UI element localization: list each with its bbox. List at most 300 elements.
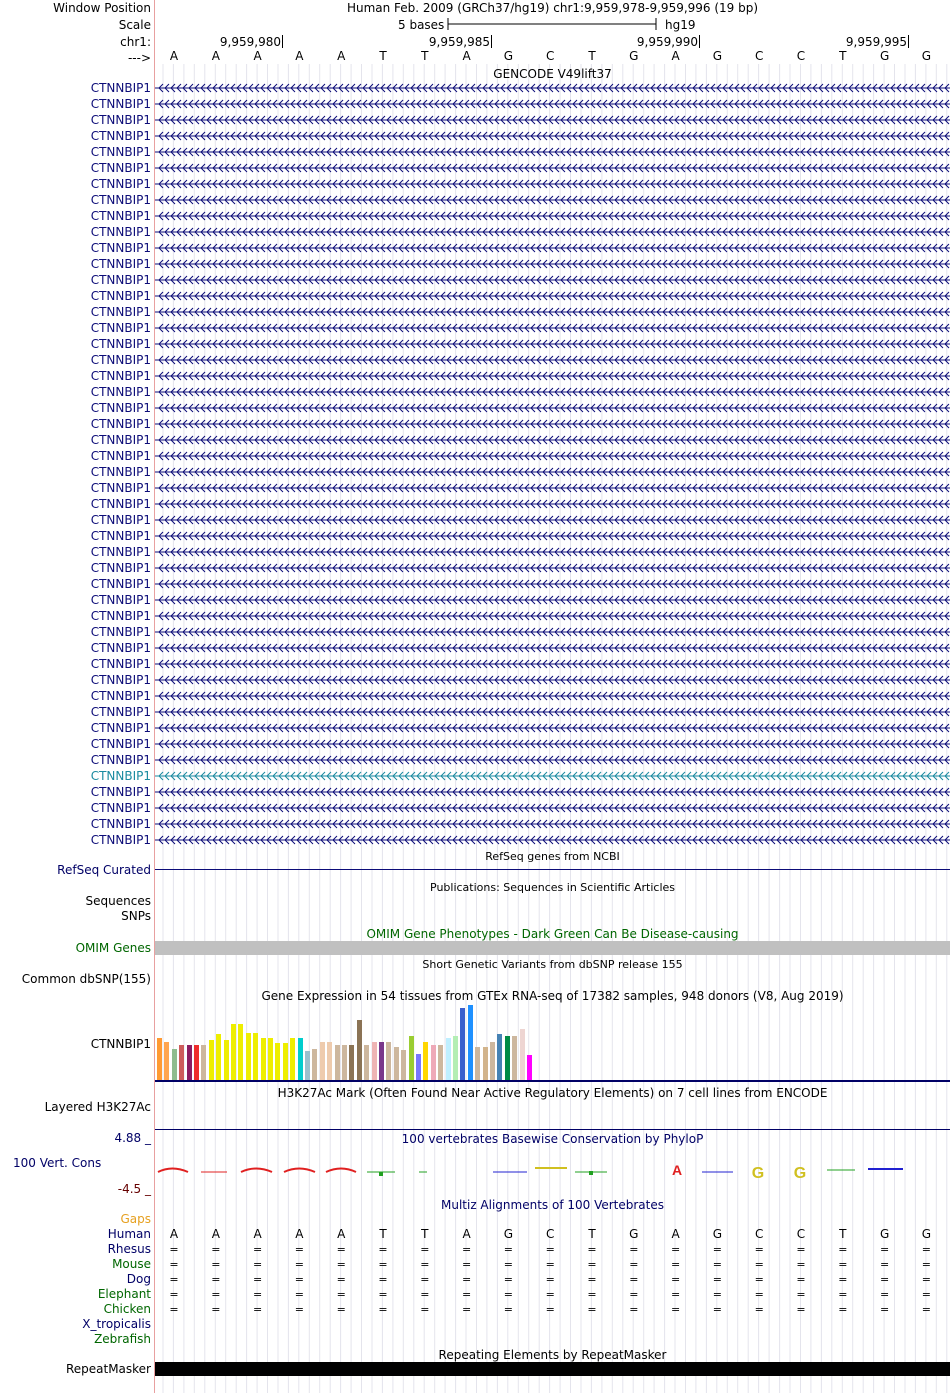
sequence-base: C [545,49,555,63]
alignment-match: = [754,1258,764,1271]
gtex-tissue-bar[interactable] [157,1038,162,1080]
gtex-tissue-bar[interactable] [298,1038,303,1080]
refseq-gene-line[interactable] [155,869,950,870]
gtex-tissue-bar[interactable] [246,1033,251,1080]
alignment-match: = [294,1273,304,1286]
alignment-match: = [754,1273,764,1286]
alignment-match: = [629,1288,639,1301]
sequence-base: A [671,49,680,63]
gtex-tissue-bar[interactable] [527,1055,532,1080]
alignment-match: = [712,1288,722,1301]
gene-transcript-row[interactable] [155,80,950,96]
alignment-match: = [420,1303,430,1316]
assembly-position: Human Feb. 2009 (GRCh37/hg19) chr1:9,959,978-9,959,996 (19 bp) [346,1,759,15]
gtex-tissue-bar[interactable] [475,1047,480,1080]
alignment-match: = [545,1288,555,1301]
alignment-match: = [796,1303,806,1316]
gene-transcript-row[interactable] [155,496,950,512]
gene-name-label[interactable]: CTNNBIP1 [90,721,151,735]
gtex-bar-chart[interactable] [155,1000,950,1080]
gene-name-label[interactable]: CTNNBIP1 [90,529,151,543]
alignment-match: = [629,1303,639,1316]
alignment-match: = [796,1273,806,1286]
alignment-match: = [796,1243,806,1256]
alignment-match: = [211,1243,221,1256]
gtex-tissue-bar[interactable] [305,1051,310,1080]
gene-name-label[interactable]: CTNNBIP1 [90,609,151,623]
gene-name-label[interactable]: CTNNBIP1 [90,113,151,127]
species-label[interactable]: Chicken [103,1302,151,1316]
gtex-tissue-bar[interactable] [275,1043,280,1080]
alignment-match: = [420,1288,430,1301]
alignment-match: = [796,1258,806,1271]
alignment-match: = [461,1258,472,1271]
gene-transcript-row[interactable] [155,224,950,240]
gencode-title: GENCODE V49lift37 [493,67,612,81]
species-label[interactable]: X_tropicalis [82,1317,151,1331]
alignment-match: = [169,1243,179,1256]
gene-name-label[interactable]: CTNNBIP1 [90,449,151,463]
sequence-base: C [796,49,806,63]
gtex-tissue-bar[interactable] [342,1045,347,1080]
gene-transcript-row[interactable] [155,784,950,800]
gene-name-label[interactable]: CTNNBIP1 [90,401,151,415]
coordinate-tick [908,35,909,48]
alignment-base: G [921,1227,932,1241]
sequence-base: C [754,49,764,63]
gtex-tissue-bar[interactable] [512,1036,517,1080]
gene-name-label[interactable]: CTNNBIP1 [90,273,151,287]
gtex-tissue-bar[interactable] [490,1042,495,1080]
gene-name-label[interactable]: CTNNBIP1 [90,337,151,351]
gene-name-label[interactable]: CTNNBIP1 [90,369,151,383]
gene-name-label[interactable]: CTNNBIP1 [90,321,151,335]
gtex-tissue-bar[interactable] [335,1045,340,1080]
gene-transcript-row[interactable] [155,528,950,544]
alignment-match: = [294,1303,304,1316]
alignment-match: = [503,1273,513,1286]
gene-transcript-row[interactable] [155,544,950,560]
repeatmasker-title: Repeating Elements by RepeatMasker [438,1348,667,1362]
scale-text: 5 bases [398,18,445,32]
gene-transcript-row[interactable] [155,720,950,736]
gene-name-label[interactable]: CTNNBIP1 [90,577,151,591]
alignment-match: = [921,1273,931,1286]
gene-transcript-row[interactable] [155,480,950,496]
omim-title: OMIM Gene Phenotypes - Dark Green Can Be Disease-causing [366,927,739,941]
alignment-match: = [378,1288,388,1301]
gene-transcript-row[interactable] [155,272,950,288]
gtex-tissue-bar[interactable] [268,1038,273,1080]
gene-transcript-row[interactable] [155,352,950,368]
alignment-match: = [838,1288,848,1301]
sequence-base: G [712,49,723,63]
alignment-match: = [629,1258,639,1271]
gene-transcript-row[interactable] [155,560,950,576]
gtex-tissue-bar[interactable] [386,1042,391,1080]
gene-transcript-row[interactable] [155,160,950,176]
gene-name-label[interactable]: CTNNBIP1 [90,305,151,319]
gene-name-label[interactable]: CTNNBIP1 [90,433,151,447]
sequence-base: T [588,49,596,63]
gtex-tissue-bar[interactable] [416,1054,421,1080]
alignment-match: = [712,1243,722,1256]
publications-label[interactable]: Sequences [85,894,151,908]
gtex-tissue-bar[interactable] [327,1042,332,1080]
gtex-tissue-bar[interactable] [238,1024,243,1080]
gtex-tissue-bar[interactable] [349,1045,354,1080]
gtex-tissue-bar[interactable] [290,1038,295,1080]
gtex-tissue-bar[interactable] [460,1008,465,1080]
alignment-match: = [420,1243,430,1256]
gtex-tissue-bar[interactable] [320,1042,325,1080]
gene-name-label[interactable]: CTNNBIP1 [90,177,151,191]
gene-name-label[interactable]: CTNNBIP1 [90,753,151,767]
gene-name-label[interactable]: CTNNBIP1 [90,97,151,111]
gene-transcript-row[interactable] [155,288,950,304]
alignment-match: = [921,1243,931,1256]
alignment-match: = [336,1243,346,1256]
sequence-base: G [879,49,890,63]
gene-transcript-row[interactable] [155,608,950,624]
alignment-match: = [336,1273,346,1286]
gtex-tissue-bar[interactable] [312,1049,317,1080]
gene-transcript-row[interactable] [155,704,950,720]
alignment-match: = [294,1258,304,1271]
gene-name-label[interactable]: CTNNBIP1 [90,625,151,639]
gene-name-label[interactable]: CTNNBIP1 [90,193,151,207]
gene-name-label[interactable]: CTNNBIP1 [90,145,151,159]
scale-bar [447,17,659,31]
gene-transcript-row[interactable] [155,832,950,848]
gene-name-label[interactable]: CTNNBIP1 [90,769,151,783]
svg-text:A: A [671,1162,683,1178]
gene-transcript-row[interactable] [155,176,950,192]
alignment-match: = [754,1243,764,1256]
species-label[interactable]: Elephant [97,1287,151,1301]
alignment-match: = [712,1303,722,1316]
alignment-match: = [838,1273,848,1286]
gtex-tissue-bar[interactable] [431,1045,436,1080]
gene-transcript-row[interactable] [155,464,950,480]
alignment-match: = [838,1258,848,1271]
gene-transcript-row[interactable] [155,592,950,608]
dbsnp-title: Short Genetic Variants from dbSNP release 155 [422,958,683,971]
coordinate-tick [699,35,700,48]
gene-transcript-row[interactable] [155,688,950,704]
alignment-match: = [378,1258,388,1271]
multiz-title: Multiz Alignments of 100 Vertebrates [440,1198,665,1212]
alignment-base: G [503,1227,514,1241]
gtex-tissue-bar[interactable] [423,1042,428,1080]
window-position-label: Window Position [53,1,151,15]
alignment-base: C [545,1227,555,1241]
alignment-match: = [879,1243,890,1256]
coordinate-tick-label: 9,959,985 [428,35,490,49]
alignment-match: = [838,1303,848,1316]
alignment-match: = [211,1258,221,1271]
gene-transcript-row[interactable] [155,736,950,752]
gene-transcript-row[interactable] [155,432,950,448]
species-label[interactable]: Dog [126,1272,151,1286]
alignment-match: = [503,1303,513,1316]
gene-transcript-row[interactable] [155,752,950,768]
gtex-tissue-bar[interactable] [283,1043,288,1080]
omim-label[interactable]: OMIM Genes [75,941,151,955]
gene-transcript-row[interactable] [155,400,950,416]
gene-transcript-row[interactable] [155,240,950,256]
refseq-label[interactable]: RefSeq Curated [57,863,151,877]
gtex-tissue-bar[interactable] [261,1038,266,1080]
alignment-match: = [294,1243,304,1256]
gene-transcript-row[interactable] [155,320,950,336]
alignment-match: = [503,1243,513,1256]
refseq-title: RefSeq genes from NCBI [485,850,620,863]
sequence-base: T [379,49,387,63]
gene-name-label[interactable]: CTNNBIP1 [90,241,151,255]
alignment-match: = [921,1303,931,1316]
gtex-tissue-bar[interactable] [209,1040,214,1080]
sequence-base: A [169,49,179,63]
alignment-match: = [879,1303,890,1316]
gtex-tissue-bar[interactable] [394,1047,399,1080]
alignment-match: = [169,1258,179,1271]
gene-transcript-row[interactable] [155,384,950,400]
alignment-match: = [670,1273,681,1286]
gtex-tissue-bar[interactable] [520,1029,525,1080]
alignment-base: A [671,1227,680,1241]
gtex-tissue-bar[interactable] [187,1045,192,1080]
gene-transcript-row[interactable] [155,512,950,528]
species-label[interactable]: Human [107,1227,151,1241]
alignment-match: = [294,1288,304,1301]
gene-transcript-row[interactable] [155,144,950,160]
gene-transcript-row[interactable] [155,448,950,464]
gene-transcript-row[interactable] [155,656,950,672]
alignment-match: = [420,1273,430,1286]
gtex-tissue-bar[interactable] [172,1049,177,1080]
alignment-match: = [336,1288,346,1301]
gtex-tissue-bar[interactable] [438,1045,443,1080]
gene-transcript-row[interactable] [155,768,950,784]
gtex-tissue-bar[interactable] [468,1005,473,1080]
gene-name-label[interactable]: CTNNBIP1 [90,465,151,479]
gene-name-label[interactable]: CTNNBIP1 [90,545,151,559]
gene-name-label[interactable]: CTNNBIP1 [90,689,151,703]
gtex-label[interactable]: CTNNBIP1 [90,1037,151,1051]
gene-transcript-row[interactable] [155,416,950,432]
gene-name-label[interactable]: CTNNBIP1 [90,817,151,831]
alignment-match: = [879,1258,890,1271]
alignment-match: = [252,1258,263,1271]
alignment-match: = [169,1273,179,1286]
gene-transcript-row[interactable] [155,800,950,816]
gene-name-label[interactable]: CTNNBIP1 [90,641,151,655]
gene-transcript-row[interactable] [155,336,950,352]
alignment-match: = [336,1258,346,1271]
gtex-tissue-bar[interactable] [253,1033,258,1080]
gene-name-label[interactable]: CTNNBIP1 [90,737,151,751]
gene-transcript-row[interactable] [155,368,950,384]
gene-transcript-row[interactable] [155,128,950,144]
alignment-base: A [169,1227,179,1241]
gtex-tissue-bar[interactable] [194,1045,199,1080]
gtex-tissue-bar[interactable] [372,1042,377,1080]
alignment-match: = [252,1273,263,1286]
alignment-match: = [461,1288,472,1301]
phylop-max-label: 4.88 _ [114,1131,151,1145]
gtex-tissue-bar[interactable] [164,1042,169,1080]
gtex-tissue-bar[interactable] [357,1020,362,1080]
alignment-match: = [629,1243,639,1256]
alignment-match: = [503,1288,513,1301]
alignment-match: = [378,1303,388,1316]
gene-name-label[interactable]: CTNNBIP1 [90,417,151,431]
coordinate-tick-label: 9,959,980 [219,35,281,49]
alignment-match: = [921,1288,931,1301]
gene-name-label[interactable]: CTNNBIP1 [90,129,151,143]
gene-name-label[interactable]: CTNNBIP1 [90,705,151,719]
alignment-match: = [169,1303,179,1316]
gene-name-label[interactable]: CTNNBIP1 [90,385,151,399]
gene-name-label[interactable]: CTNNBIP1 [90,833,151,847]
gene-transcript-row[interactable] [155,112,950,128]
sequence-base: G [921,49,932,63]
alignment-match: = [712,1273,722,1286]
h3k27ac-label[interactable]: Layered H3K27Ac [44,1100,151,1114]
gtex-tissue-bar[interactable] [505,1036,510,1080]
alignment-match: = [629,1273,639,1286]
alignment-match: = [796,1288,806,1301]
gene-transcript-row[interactable] [155,96,950,112]
alignment-base: T [421,1227,429,1241]
alignment-base: C [754,1227,764,1241]
gene-transcript-row[interactable] [155,672,950,688]
phylop-label[interactable]: 100 Vert. Cons [13,1156,102,1170]
gene-name-label[interactable]: CTNNBIP1 [90,481,151,495]
alignment-match: = [545,1258,555,1271]
gene-name-label[interactable]: CTNNBIP1 [90,257,151,271]
phylop-min-label: -4.5 _ [117,1182,151,1196]
gene-name-label[interactable]: CTNNBIP1 [90,593,151,607]
gene-transcript-row[interactable] [155,816,950,832]
dbsnp-label[interactable]: Common dbSNP(155) [21,972,151,986]
gtex-tissue-bar[interactable] [453,1036,458,1080]
gene-name-label[interactable]: CTNNBIP1 [90,657,151,671]
gtex-tissue-bar[interactable] [497,1034,502,1080]
gene-transcript-row[interactable] [155,304,950,320]
gene-transcript-row[interactable] [155,192,950,208]
alignment-match: = [587,1288,597,1301]
track-labels-column [0,0,154,1393]
alignment-match: = [336,1303,346,1316]
browser-track-area[interactable] [155,0,950,1393]
sequence-base: G [503,49,514,63]
h3k27ac-baseline [155,1129,950,1130]
alignment-match: = [461,1243,472,1256]
gene-name-label[interactable]: CTNNBIP1 [90,289,151,303]
h3k27ac-title: H3K27Ac Mark (Often Found Near Active Regulatory Elements) on 7 cell lines from ENCODE [277,1086,828,1100]
gtex-tissue-bar[interactable] [409,1036,414,1080]
species-label[interactable]: Zebrafish [94,1332,151,1346]
snps-label[interactable]: SNPs [121,909,151,923]
alignment-base: A [337,1227,346,1241]
alignment-base: G [879,1227,890,1241]
gene-name-label[interactable]: CTNNBIP1 [90,209,151,223]
alignment-match: = [545,1303,555,1316]
gene-name-label[interactable]: CTNNBIP1 [90,353,151,367]
gene-name-label[interactable]: CTNNBIP1 [90,801,151,815]
gtex-tissue-bar[interactable] [364,1045,369,1080]
gtex-tissue-bar[interactable] [216,1034,221,1080]
gene-transcript-row[interactable] [155,576,950,592]
sequence-base: G [629,49,639,63]
scale-db: hg19 [665,18,696,32]
alignment-base: T [379,1227,387,1241]
gtex-tissue-bar[interactable] [179,1045,184,1080]
alignment-match: = [838,1243,848,1256]
gtex-tissue-bar[interactable] [231,1024,236,1080]
gene-name-label[interactable]: CTNNBIP1 [90,497,151,511]
sequence-base: A [253,49,262,63]
alignment-match: = [461,1303,472,1316]
gtex-tissue-bar[interactable] [224,1040,229,1080]
gene-transcript-row[interactable] [155,640,950,656]
alignment-base: A [253,1227,262,1241]
gtex-tissue-bar[interactable] [446,1038,451,1080]
repeatmasker-bar[interactable] [155,1362,950,1376]
alignment-match: = [420,1258,430,1271]
gtex-tissue-bar[interactable] [201,1045,206,1080]
alignment-match: = [670,1258,681,1271]
phylop-mark-t1 [379,1172,383,1176]
phylop-title: 100 vertebrates Basewise Conservation by PhyloP [401,1132,704,1146]
omim-gene-bar[interactable] [155,941,950,955]
sequence-base: A [211,49,220,63]
chrom-label: chr1: [120,35,151,49]
phylop-mark-t2 [589,1171,593,1175]
gaps-label: Gaps [120,1212,151,1226]
gene-name-label[interactable]: CTNNBIP1 [90,561,151,575]
alignment-match: = [670,1303,681,1316]
alignment-match: = [211,1288,221,1301]
alignment-match: = [587,1258,597,1271]
alignment-match: = [754,1288,764,1301]
gene-name-label[interactable]: CTNNBIP1 [90,81,151,95]
phylop-signal[interactable] [155,1160,950,1182]
coordinate-tick [491,35,492,48]
gene-name-label[interactable]: CTNNBIP1 [90,161,151,175]
alignment-match: = [378,1273,388,1286]
species-label[interactable]: Mouse [112,1257,151,1271]
alignment-base: G [712,1227,723,1241]
alignment-match: = [587,1303,597,1316]
gtex-tissue-bar[interactable] [379,1042,384,1080]
alignment-match: = [252,1303,263,1316]
gtex-tissue-bar[interactable] [483,1047,488,1080]
gene-name-label[interactable]: CTNNBIP1 [90,673,151,687]
gene-name-label[interactable]: CTNNBIP1 [90,225,151,239]
species-label[interactable]: Rhesus [107,1242,151,1256]
gene-transcript-row[interactable] [155,624,950,640]
alignment-match: = [378,1243,388,1256]
gene-name-label[interactable]: CTNNBIP1 [90,513,151,527]
gene-transcript-row[interactable] [155,208,950,224]
repeatmasker-label[interactable]: RepeatMasker [65,1362,151,1376]
gene-name-label[interactable]: CTNNBIP1 [90,785,151,799]
gene-transcript-row[interactable] [155,256,950,272]
gtex-tissue-bar[interactable] [401,1050,406,1080]
